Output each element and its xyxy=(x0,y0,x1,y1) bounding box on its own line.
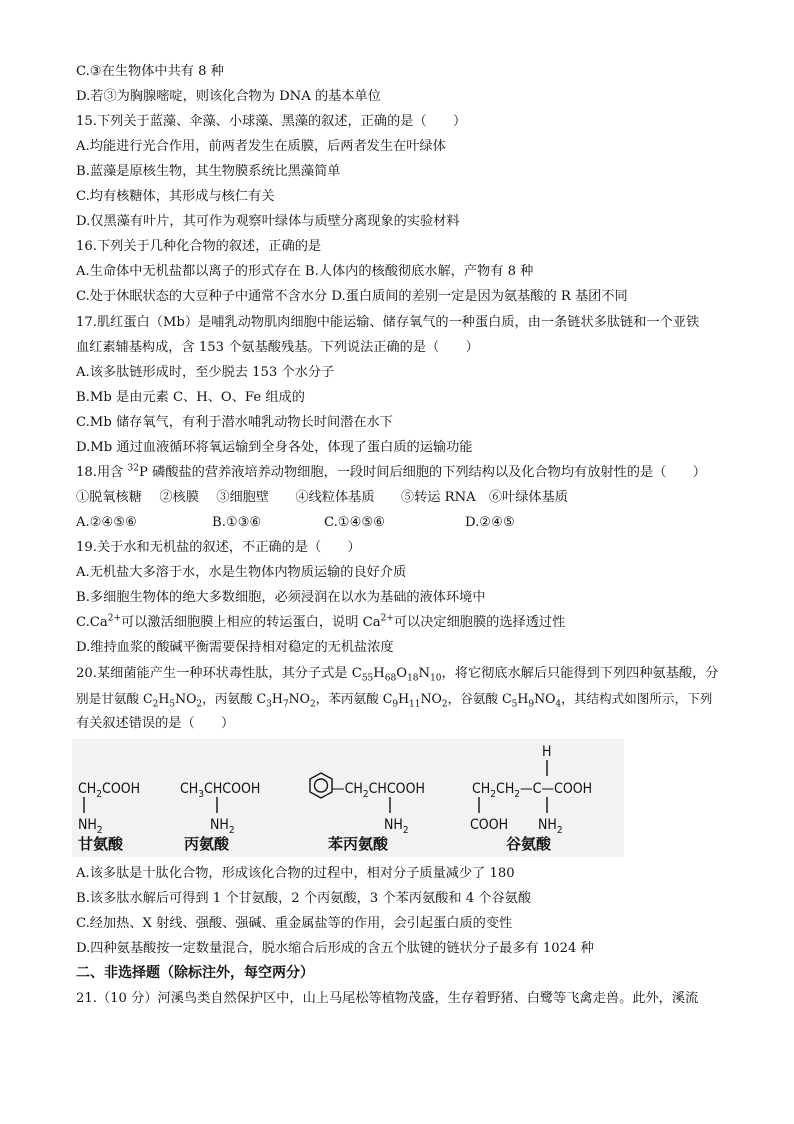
q17-option-d: D.Mb 通过血液循环将氧运输到全身各处，体现了蛋白质的运输功能 xyxy=(76,440,473,455)
q15-option-a: A.均能进行光合作用，前两者发生在质膜，后两者发生在叶绿体 xyxy=(76,139,446,154)
svg-text:CH2CH2—C—COOH: $CH_2CH_2—C—COOH$ xyxy=(472,781,593,800)
glycine-label: 甘氨酸 xyxy=(78,835,124,853)
q17-option-a: A.该多肽链形成时，至少脱去 153 个水分子 xyxy=(76,365,335,380)
q18-option-d: D.②④⑤ xyxy=(465,515,515,530)
svg-text:CH3CHCOOH: $CH_3CHCOOH$ xyxy=(180,781,261,800)
q18-option-a: A.②④⑤⑥ xyxy=(76,515,138,530)
q16-stem: 16.下列关于几种化合物的叙述，正确的是 xyxy=(76,239,322,254)
svg-text:H: H xyxy=(542,744,552,760)
amino-acid-structures-figure xyxy=(72,739,624,857)
q17-stem-line2: 血红素辅基构成，含 153 个氨基酸残基。下列说法正确的是（ ） xyxy=(76,340,479,355)
q18-option-b: B.①③⑥ xyxy=(212,515,262,530)
q16-options-cd: C.处于休眠状态的大豆种子中通常不含水分 D.蛋白质间的差别一定是因为氨基酸的 R 基团不同 xyxy=(76,289,628,304)
q18-stem: 18.用含 $^{32}$P 磷酸盐的营养液培养动物细胞，一段时间后细胞的下列结构以及化合物均有放射性的是（ ） xyxy=(76,463,706,480)
q20-option-d: D.四种氨基酸按一定数量混合，脱水缩合后形成的含五个肽键的链状分子最多有 1024 种 xyxy=(76,941,594,956)
glutamic-acid-label: 谷氨酸 xyxy=(506,835,552,853)
phenylalanine-structure xyxy=(310,773,425,853)
q15-option-b: B.蓝藻是原核生物，其生物膜系统比黑藻简单 xyxy=(76,164,341,179)
q17-option-b: B.Mb 是由元素 C、H、O、Fe 组成的 xyxy=(76,390,305,405)
phenylalanine-label: 苯丙氨酸 xyxy=(328,835,389,853)
alanine-label: 丙氨酸 xyxy=(184,835,230,853)
svg-text:NH2: $NH_2$ xyxy=(538,817,563,836)
q16-options-ab: A.生命体中无机盐都以离子的形式存在 B.人体内的核酸彻底水解，产物有 8 种 xyxy=(76,264,534,279)
q19-option-d: D.维持血浆的酸碱平衡需要保持相对稳定的无机盐浓度 xyxy=(76,640,394,655)
q19-option-a: A.无机盐大多溶于水，水是生物体内物质运输的良好介质 xyxy=(76,565,407,580)
q15-stem: 15.下列关于蓝藻、伞藻、小球藻、黑藻的叙述，正确的是（ ） xyxy=(76,114,467,129)
q20-option-c: C.经加热、X 射线、强酸、强碱、重金属盐等的作用，会引起蛋白质的变性 xyxy=(76,916,513,931)
q14-option-d: D.若③为胸腺嘧啶，则该化合物为 DNA 的基本单位 xyxy=(76,89,381,104)
q18-items: ①脱氧核糖 ②核膜 ③细胞壁 ④线粒体基质 ⑤转运 RNA ⑥叶绿体基质 xyxy=(76,490,568,505)
q19-option-b: B.多细胞生物体的绝大多数细胞，必须浸润在以水为基础的液体环境中 xyxy=(76,590,486,605)
svg-text:CH2COOH: $CH_2COOH$ xyxy=(78,781,141,800)
q15-option-d: D.仅黑藻有叶片，其可作为观察叶绿体与质壁分离现象的实验材料 xyxy=(76,214,460,229)
q20-option-b: B.该多肽水解后可得到 1 个甘氨酸，2 个丙氨酸，3 个苯丙氨酸和 4 个谷氨酸 xyxy=(76,891,532,906)
section-heading-non-choice: 二、非选择题（除标注外，每空两分） xyxy=(76,965,314,981)
q19-stem: 19.关于水和无机盐的叙述，不正确的是（ ） xyxy=(76,540,361,555)
q20-stem-line3: 有关叙述错误的是（ ） xyxy=(76,716,235,731)
q21-stem: 21.（10 分）河溪鸟类自然保护区中，山上马尾松等植物茂盛，生存着野猪、白鹭等飞禽走兽。此外，溪流 xyxy=(76,991,699,1006)
benzene-ring-icon xyxy=(310,773,332,798)
q19-option-c: $C.Ca^{2+}$可以激活细胞膜上相应的转运蛋白，说明 $Ca^{2+}$可以决定细胞膜的选择透过性 xyxy=(76,613,566,630)
svg-text:NH2: $NH_2$ xyxy=(384,817,409,836)
svg-text:NH2: $NH_2$ xyxy=(78,817,103,836)
q15-option-c: C.均有核糖体，其形成与核仁有关 xyxy=(76,189,275,204)
q18-option-c: C.①④⑤⑥ xyxy=(324,515,386,530)
svg-text:NH2: $NH_2$ xyxy=(210,817,235,836)
svg-text:COOH: COOH xyxy=(470,817,509,833)
alanine-structure xyxy=(180,781,260,853)
q20-stem-line1: 20.某细菌能产生一种环状毒性肽，其分子式是 $C_{55}H_{68}O_{18}N_{10}$，将它彻底水解后只能得到下列四种氨基酸，分 xyxy=(76,666,719,684)
svg-text:—CH2CHCOOH: $—CH_2CHCOOH$ xyxy=(332,781,425,800)
glycine-structure xyxy=(78,781,140,853)
q17-stem-line1: 17.肌红蛋白（Mb）是哺乳动物肌肉细胞中能运输、储存氧气的一种蛋白质，由一条链状多肽链和一个亚铁 xyxy=(76,315,700,330)
q20-option-a: A.该多肽是十肽化合物，形成该化合物的过程中，相对分子质量减少了 180 xyxy=(76,866,515,881)
q20-stem-line2: 别是甘氨酸 $C_2H_5NO_2$，丙氨酸 $C_3H_7NO_2$，苯丙氨酸 $C_9H_{11}NO_2$，谷氨酸 $C_5H_9NO_4$，其结构式如图所示，下列 xyxy=(76,691,713,710)
q14-option-c: C.③在生物体中共有 8 种 xyxy=(76,64,224,79)
q17-option-c: C.Mb 储存氧气，有利于潜水哺乳动物长时间潜在水下 xyxy=(76,415,393,430)
glutamic-acid-structure xyxy=(470,744,592,853)
